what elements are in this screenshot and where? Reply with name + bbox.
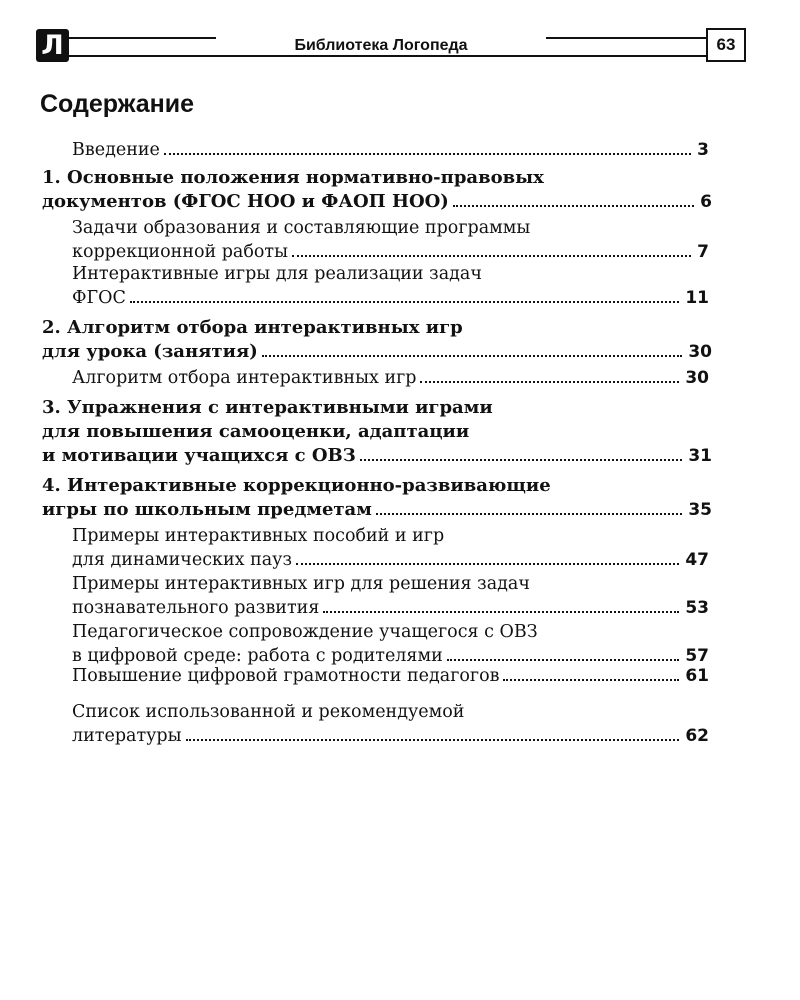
toc-entry-title-line: Педагогическое сопровождение учащегося с ОВЗ (72, 622, 538, 642)
dot-leader (376, 512, 682, 515)
toc-page-number: 47 (685, 550, 709, 570)
toc-entry-title-line: 2. Алгоритм отбора интерактивных игр (42, 317, 463, 338)
toc-entry-digital-literacy[interactable] (72, 664, 709, 688)
series-title: Библиотека Логопеда (216, 37, 546, 55)
toc-entry-title: в цифровой среде: работа с родителями (72, 646, 443, 666)
toc-entry-interactive-games-fgos[interactable] (72, 262, 709, 310)
toc-entry-chapter-4[interactable] (42, 474, 712, 522)
toc-entry-title-line: Задачи образования и составляющие программы (72, 218, 531, 238)
toc-page-number: 30 (685, 368, 709, 388)
dot-leader (130, 300, 679, 303)
toc-page-number: 7 (697, 242, 709, 262)
toc-page-number: 53 (685, 598, 709, 618)
toc-entry-cognitive-development[interactable] (72, 572, 709, 620)
toc-entry-title-line: 3. Упражнения с интерактивными играми (42, 397, 493, 418)
toc-entry-chapter-3[interactable] (42, 396, 712, 468)
toc-entry-title: Повышение цифровой грамотности педагогов (72, 666, 500, 686)
toc-page-number: 62 (685, 726, 709, 746)
dot-leader (292, 254, 691, 257)
toc-entry-title: познавательного развития (72, 598, 320, 618)
toc-entry-selection-algorithm[interactable] (72, 366, 709, 390)
toc-entry-chapter-2[interactable] (42, 316, 712, 364)
toc-entry-title: и мотивации учащихся с ОВЗ (42, 445, 356, 466)
dot-leader (503, 678, 679, 681)
toc-page-number: 6 (700, 192, 712, 212)
toc-page-number: 35 (688, 500, 712, 520)
dot-leader (186, 738, 680, 741)
toc-entry-title: игры по школьным предметам (42, 499, 372, 520)
toc-page-number: 31 (688, 446, 712, 466)
dot-leader (262, 354, 683, 357)
toc-page-number: 30 (688, 342, 712, 362)
dot-leader (296, 562, 679, 565)
toc-entry-title: документов (ФГОС НОО и ФАОП НОО) (42, 191, 449, 212)
dot-leader (360, 458, 683, 461)
toc-page-number: 61 (685, 666, 709, 686)
toc-entry-title: ФГОС (72, 288, 126, 308)
toc-entry-dynamic-pauses[interactable] (72, 524, 709, 572)
toc-entry-title: коррекционной работы (72, 242, 289, 262)
dot-leader (420, 380, 679, 383)
toc-entry-chapter-1[interactable] (42, 166, 712, 214)
dot-leader (447, 658, 680, 661)
toc-entry-title-line: 1. Основные положения нормативно-правовых (42, 167, 544, 188)
toc-entry-title-line: для повышения самооценки, адаптации (42, 421, 470, 442)
toc-heading: Содержание (40, 90, 195, 118)
page-number: 63 (706, 28, 746, 62)
toc-entry-title-line: Примеры интерактивных пособий и игр (72, 526, 445, 546)
toc-entry-references[interactable] (72, 700, 709, 748)
header-rule-bottom (69, 55, 706, 57)
toc-entry-introduction[interactable] (72, 138, 709, 162)
toc-entry-parent-work[interactable] (72, 620, 709, 668)
toc-page-number: 3 (697, 140, 709, 160)
running-header (36, 28, 736, 64)
toc-entry-title-line: Примеры интерактивных игр для решения задач (72, 574, 530, 594)
library-logo: Л (36, 29, 69, 62)
toc-entry-title: литературы (72, 726, 182, 746)
toc-entry-title: Введение (72, 140, 160, 160)
toc-entry-title-line: 4. Интерактивные коррекционно-развивающие (42, 475, 551, 496)
toc-page-number: 11 (685, 288, 709, 308)
toc-entry-title-line: Список использованной и рекомендуемой (72, 702, 465, 722)
toc-entry-title: Алгоритм отбора интерактивных игр (72, 368, 417, 388)
dot-leader (453, 204, 694, 207)
dot-leader (164, 152, 691, 155)
toc-entry-title: для урока (занятия) (42, 341, 258, 362)
toc-page-number: 57 (685, 646, 709, 666)
toc-entry-title: для динамических пауз (72, 550, 293, 570)
dot-leader (323, 610, 679, 613)
toc-entry-title-line: Интерактивные игры для реализации задач (72, 264, 482, 284)
toc-entry-education-tasks[interactable] (72, 216, 709, 264)
